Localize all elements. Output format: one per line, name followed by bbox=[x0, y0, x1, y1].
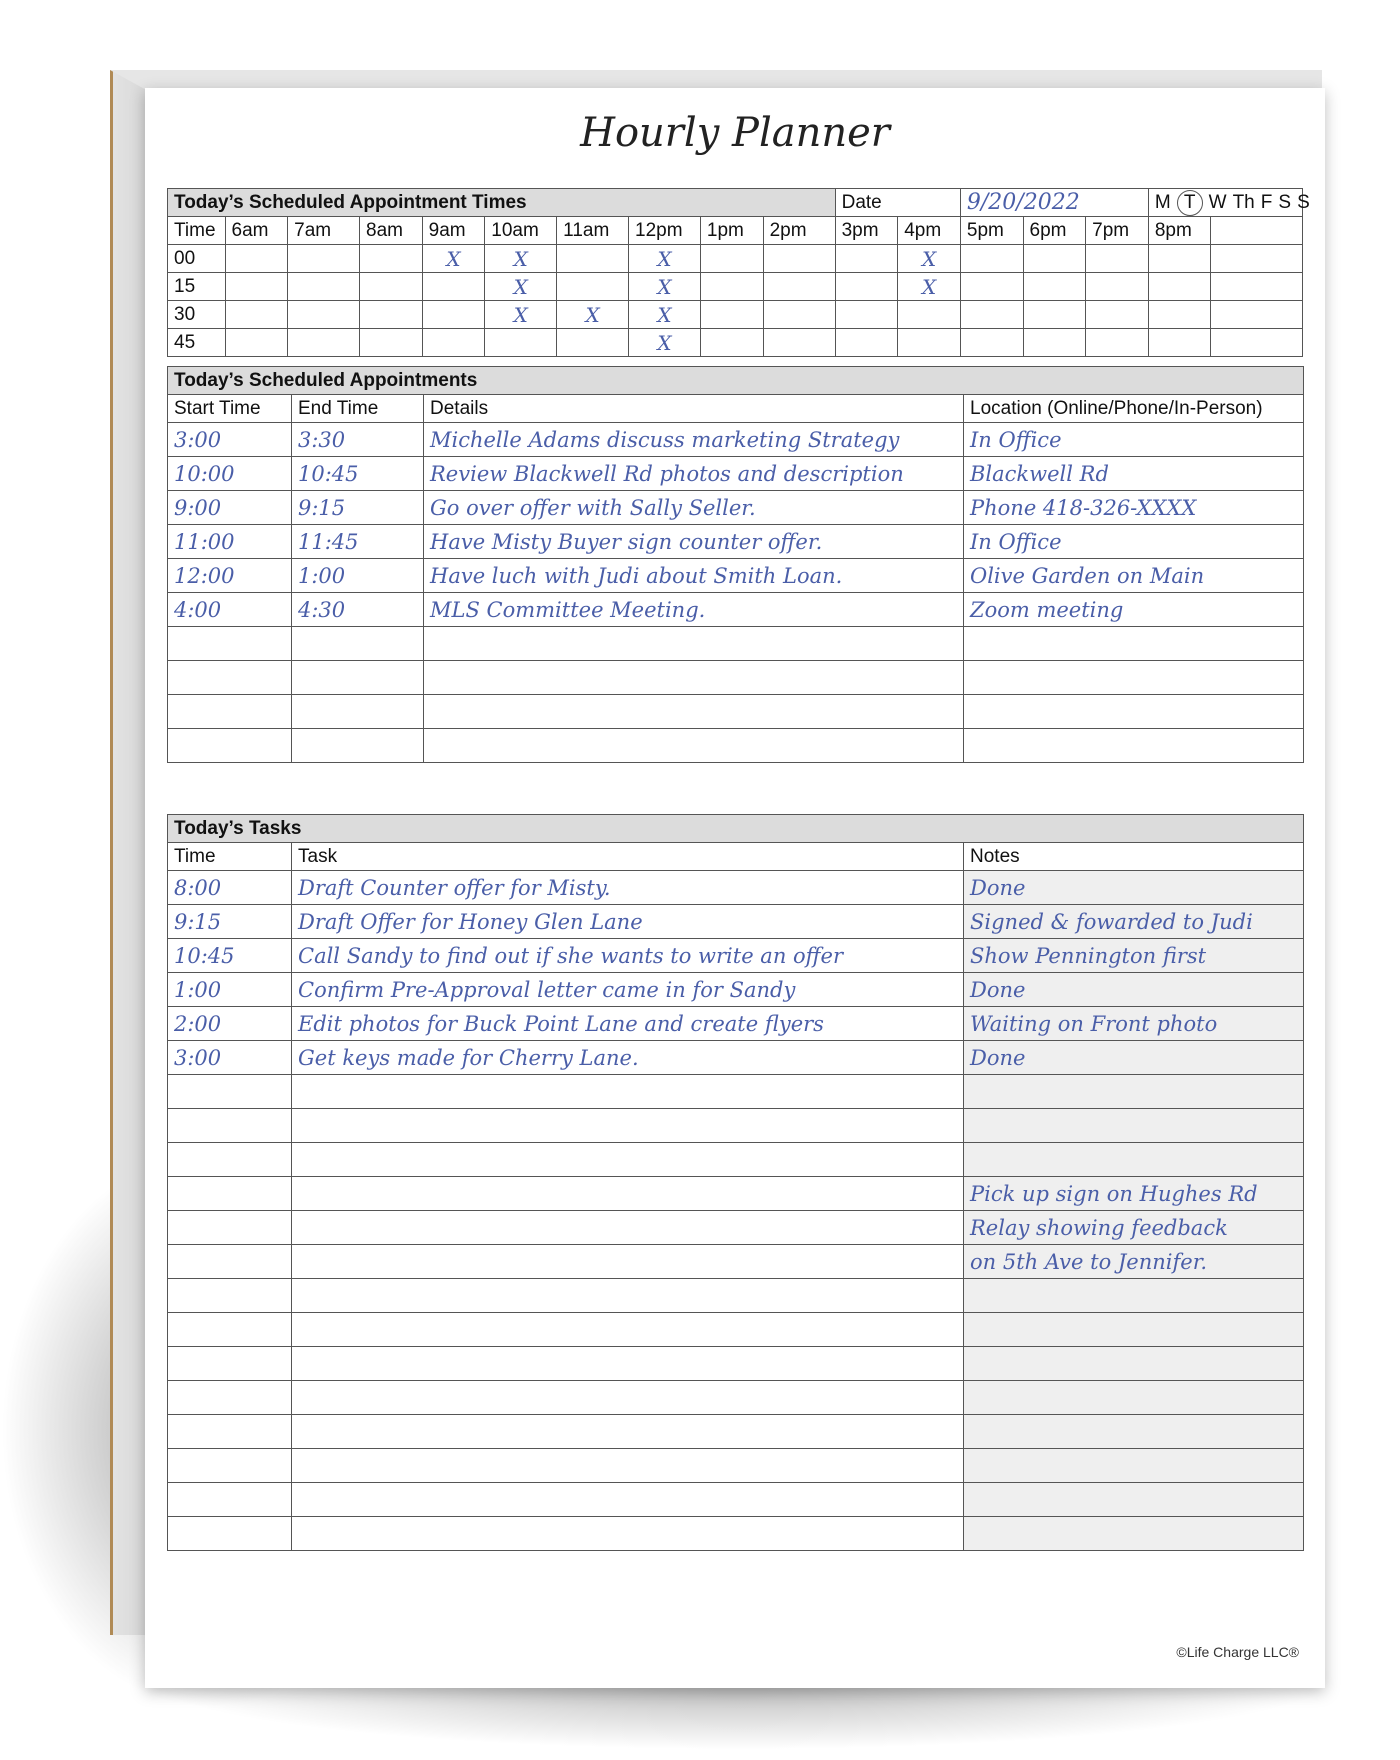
hour-header: 8pm bbox=[1148, 217, 1211, 245]
time-slot-cell[interactable]: X bbox=[898, 245, 961, 273]
appointment-details[interactable]: Have Misty Buyer sign counter offer. bbox=[424, 525, 964, 559]
appointment-end[interactable]: 1:00 bbox=[292, 559, 424, 593]
time-slot-cell[interactable]: X bbox=[629, 245, 701, 273]
task-time[interactable] bbox=[168, 1177, 292, 1211]
date-value: 9/20/2022 bbox=[960, 189, 1148, 217]
tasks-table bbox=[167, 814, 1304, 1551]
task-time[interactable] bbox=[168, 1483, 292, 1517]
appointment-end[interactable] bbox=[292, 695, 424, 729]
appointment-end[interactable] bbox=[292, 729, 424, 763]
time-slot-cell[interactable] bbox=[960, 301, 1023, 329]
appointments-column-header: Location (Online/Phone/In-Person) bbox=[964, 395, 1304, 423]
time-slot-cell[interactable] bbox=[1148, 245, 1211, 273]
time-slot-cell[interactable] bbox=[360, 329, 423, 357]
task-text[interactable] bbox=[292, 1449, 964, 1483]
minute-row bbox=[168, 245, 1303, 273]
appointment-end[interactable]: 11:45 bbox=[292, 525, 424, 559]
appointment-location[interactable] bbox=[964, 627, 1304, 661]
blank-cell bbox=[1211, 273, 1303, 301]
task-notes[interactable]: Done bbox=[964, 1041, 1304, 1075]
time-slot-cell[interactable] bbox=[288, 301, 360, 329]
time-slot-cell[interactable] bbox=[1086, 329, 1149, 357]
time-slot-cell[interactable] bbox=[1023, 245, 1086, 273]
task-row bbox=[168, 1211, 1304, 1245]
appointments-column-header: End Time bbox=[292, 395, 424, 423]
tasks-column-header: Notes bbox=[964, 843, 1304, 871]
time-slot-cell[interactable] bbox=[422, 329, 485, 357]
appointment-details[interactable] bbox=[424, 661, 964, 695]
time-slot-cell[interactable]: X bbox=[629, 329, 701, 357]
appointment-start[interactable]: 9:00 bbox=[168, 491, 292, 525]
task-row bbox=[168, 1279, 1304, 1313]
weekday-1: T bbox=[1177, 190, 1203, 216]
hour-header: 8am bbox=[360, 217, 423, 245]
appointment-location[interactable] bbox=[964, 729, 1304, 763]
task-time[interactable] bbox=[168, 1381, 292, 1415]
appointment-row bbox=[168, 661, 1304, 695]
task-text[interactable] bbox=[292, 1517, 964, 1551]
hour-header: 11am bbox=[557, 217, 629, 245]
time-slot-cell[interactable] bbox=[960, 245, 1023, 273]
appointment-row bbox=[168, 525, 1304, 559]
hour-header: 6am bbox=[225, 217, 288, 245]
task-text[interactable] bbox=[292, 1483, 964, 1517]
task-text[interactable] bbox=[292, 1177, 964, 1211]
task-row bbox=[168, 1313, 1304, 1347]
minute-label: 00 bbox=[168, 245, 226, 273]
blank-cell bbox=[1211, 301, 1303, 329]
hour-header: 3pm bbox=[835, 217, 898, 245]
task-text[interactable]: Confirm Pre-Approval letter came in for Sandy bbox=[292, 973, 964, 1007]
appointment-start[interactable] bbox=[168, 695, 292, 729]
task-notes[interactable] bbox=[964, 1109, 1304, 1143]
appointment-details[interactable]: Have luch with Judi about Smith Loan. bbox=[424, 559, 964, 593]
time-slot-cell[interactable] bbox=[1148, 301, 1211, 329]
appointment-location[interactable]: In Office bbox=[964, 525, 1304, 559]
task-row bbox=[168, 1007, 1304, 1041]
appointment-row bbox=[168, 491, 1304, 525]
appointment-details[interactable] bbox=[424, 695, 964, 729]
task-row bbox=[168, 905, 1304, 939]
task-time[interactable] bbox=[168, 1279, 292, 1313]
task-time[interactable]: 8:00 bbox=[168, 871, 292, 905]
minute-row bbox=[168, 301, 1303, 329]
appointment-start[interactable]: 12:00 bbox=[168, 559, 292, 593]
task-row bbox=[168, 1177, 1304, 1211]
hour-header: 7am bbox=[288, 217, 360, 245]
appointment-end[interactable] bbox=[292, 627, 424, 661]
task-row bbox=[168, 1347, 1304, 1381]
weekday-6: S bbox=[1297, 191, 1310, 213]
minute-label: 15 bbox=[168, 273, 226, 301]
appointment-location[interactable]: Phone 418-326-XXXX bbox=[964, 491, 1304, 525]
task-row bbox=[168, 973, 1304, 1007]
blank-cell bbox=[1211, 217, 1303, 245]
time-slot-cell[interactable] bbox=[557, 273, 629, 301]
time-slot-cell[interactable] bbox=[835, 301, 898, 329]
time-slot-cell[interactable]: X bbox=[485, 245, 557, 273]
appointment-row bbox=[168, 423, 1304, 457]
appointment-details[interactable]: Michelle Adams discuss marketing Strategy bbox=[424, 423, 964, 457]
weekday-2: W bbox=[1208, 191, 1227, 213]
time-slot-cell[interactable]: X bbox=[485, 273, 557, 301]
task-row bbox=[168, 1483, 1304, 1517]
task-notes[interactable]: Done bbox=[964, 973, 1304, 1007]
task-text[interactable] bbox=[292, 1347, 964, 1381]
appointment-row bbox=[168, 729, 1304, 763]
planner-sheet bbox=[145, 88, 1325, 1688]
appointment-start[interactable] bbox=[168, 627, 292, 661]
time-slot-cell[interactable] bbox=[557, 329, 629, 357]
task-row bbox=[168, 1109, 1304, 1143]
time-slot-cell[interactable] bbox=[700, 301, 763, 329]
time-slot-cell[interactable] bbox=[422, 273, 485, 301]
task-notes[interactable] bbox=[964, 1449, 1304, 1483]
time-slot-cell[interactable] bbox=[225, 301, 288, 329]
time-slot-cell[interactable] bbox=[1086, 273, 1149, 301]
blank-cell bbox=[1211, 329, 1303, 357]
appointment-end[interactable]: 3:30 bbox=[292, 423, 424, 457]
appointment-details[interactable]: MLS Committee Meeting. bbox=[424, 593, 964, 627]
hour-header: 5pm bbox=[960, 217, 1023, 245]
task-notes[interactable] bbox=[964, 1313, 1304, 1347]
task-notes[interactable]: Show Pennington first bbox=[964, 939, 1304, 973]
task-notes[interactable] bbox=[964, 1381, 1304, 1415]
time-slot-cell[interactable]: X bbox=[485, 301, 557, 329]
appointment-times-table bbox=[167, 188, 1310, 357]
time-slot-cell[interactable] bbox=[360, 245, 423, 273]
task-row bbox=[168, 1041, 1304, 1075]
time-slot-cell[interactable] bbox=[288, 245, 360, 273]
time-slot-cell[interactable]: X bbox=[898, 273, 961, 301]
task-time[interactable] bbox=[168, 1415, 292, 1449]
time-slot-cell[interactable] bbox=[1023, 301, 1086, 329]
task-text[interactable] bbox=[292, 1415, 964, 1449]
task-time[interactable]: 1:00 bbox=[168, 973, 292, 1007]
task-row bbox=[168, 1381, 1304, 1415]
time-slot-cell[interactable] bbox=[700, 273, 763, 301]
appointment-row bbox=[168, 627, 1304, 661]
task-text[interactable] bbox=[292, 1211, 964, 1245]
appointments-columns-row bbox=[168, 395, 1304, 423]
task-text[interactable]: Draft Offer for Honey Glen Lane bbox=[292, 905, 964, 939]
time-slot-cell[interactable]: X bbox=[629, 301, 701, 329]
hour-header: 9am bbox=[422, 217, 485, 245]
task-time[interactable]: 9:15 bbox=[168, 905, 292, 939]
time-slot-cell[interactable] bbox=[422, 301, 485, 329]
time-label: Time bbox=[168, 217, 226, 245]
times-header-row bbox=[168, 189, 1303, 217]
minute-row bbox=[168, 329, 1303, 357]
task-notes[interactable] bbox=[964, 1075, 1304, 1109]
task-time[interactable] bbox=[168, 1517, 292, 1551]
appointment-location[interactable]: Blackwell Rd bbox=[964, 457, 1304, 491]
appointment-end[interactable]: 4:30 bbox=[292, 593, 424, 627]
time-slot-cell[interactable] bbox=[700, 245, 763, 273]
task-text[interactable]: Get keys made for Cherry Lane. bbox=[292, 1041, 964, 1075]
date-label: Date bbox=[835, 189, 960, 217]
hour-header: 1pm bbox=[700, 217, 763, 245]
task-row bbox=[168, 1517, 1304, 1551]
task-text[interactable] bbox=[292, 1143, 964, 1177]
task-text[interactable] bbox=[292, 1313, 964, 1347]
task-row bbox=[168, 1143, 1304, 1177]
time-slot-cell[interactable] bbox=[225, 329, 288, 357]
appointment-end[interactable] bbox=[292, 661, 424, 695]
time-slot-cell[interactable] bbox=[835, 273, 898, 301]
appointment-start[interactable] bbox=[168, 661, 292, 695]
time-slot-cell[interactable] bbox=[1023, 329, 1086, 357]
task-notes[interactable] bbox=[964, 1279, 1304, 1313]
minute-label: 30 bbox=[168, 301, 226, 329]
appointment-start[interactable]: 10:00 bbox=[168, 457, 292, 491]
hour-header: 6pm bbox=[1023, 217, 1086, 245]
task-notes[interactable]: Signed & fowarded to Judi bbox=[964, 905, 1304, 939]
tasks-column-header: Time bbox=[168, 843, 292, 871]
task-notes[interactable] bbox=[964, 1143, 1304, 1177]
task-row bbox=[168, 939, 1304, 973]
appointment-details[interactable]: Review Blackwell Rd photos and description bbox=[424, 457, 964, 491]
appointment-end[interactable]: 10:45 bbox=[292, 457, 424, 491]
weekday-0: M bbox=[1154, 191, 1171, 213]
appointments-column-header: Details bbox=[424, 395, 964, 423]
appointment-end[interactable]: 9:15 bbox=[292, 491, 424, 525]
time-slot-cell[interactable] bbox=[835, 245, 898, 273]
time-slot-cell[interactable]: X bbox=[629, 273, 701, 301]
appointment-details[interactable] bbox=[424, 627, 964, 661]
blank-cell bbox=[1211, 245, 1303, 273]
time-slot-cell[interactable] bbox=[700, 329, 763, 357]
hour-header: 4pm bbox=[898, 217, 961, 245]
hour-header: 7pm bbox=[1086, 217, 1149, 245]
appointment-row bbox=[168, 695, 1304, 729]
tasks-heading-row bbox=[168, 815, 1304, 843]
task-time[interactable] bbox=[168, 1449, 292, 1483]
task-time[interactable] bbox=[168, 1143, 292, 1177]
time-slot-cell[interactable] bbox=[763, 301, 835, 329]
time-slot-cell[interactable]: X bbox=[557, 301, 629, 329]
appointment-location[interactable]: In Office bbox=[964, 423, 1304, 457]
appointment-start[interactable]: 4:00 bbox=[168, 593, 292, 627]
appointments-column-header: Start Time bbox=[168, 395, 292, 423]
hours-row bbox=[168, 217, 1303, 245]
time-slot-cell[interactable] bbox=[1023, 273, 1086, 301]
weekday-5: S bbox=[1278, 191, 1292, 213]
task-row bbox=[168, 871, 1304, 905]
time-slot-cell[interactable] bbox=[288, 329, 360, 357]
task-text[interactable]: Edit photos for Buck Point Lane and create flyers bbox=[292, 1007, 964, 1041]
task-time[interactable] bbox=[168, 1313, 292, 1347]
time-slot-cell[interactable] bbox=[360, 301, 423, 329]
appointment-times-heading: Today’s Scheduled Appointment Times bbox=[168, 189, 836, 217]
time-slot-cell[interactable] bbox=[763, 329, 835, 357]
task-row bbox=[168, 1415, 1304, 1449]
time-slot-cell[interactable] bbox=[1086, 245, 1149, 273]
pad-top-edge bbox=[110, 70, 1322, 90]
time-slot-cell[interactable] bbox=[898, 329, 961, 357]
task-time[interactable] bbox=[168, 1109, 292, 1143]
time-slot-cell[interactable] bbox=[557, 245, 629, 273]
copyright-text: ©Life Charge LLC® bbox=[1176, 1644, 1299, 1660]
task-notes[interactable]: Done bbox=[964, 871, 1304, 905]
weekday-selector bbox=[1148, 189, 1310, 217]
task-row bbox=[168, 1245, 1304, 1279]
task-notes[interactable]: Relay showing feedback bbox=[964, 1211, 1304, 1245]
task-notes[interactable] bbox=[964, 1517, 1304, 1551]
task-notes[interactable]: Pick up sign on Hughes Rd bbox=[964, 1177, 1304, 1211]
hour-header: 10am bbox=[485, 217, 557, 245]
tasks-columns-row bbox=[168, 843, 1304, 871]
appointment-details[interactable]: Go over offer with Sally Seller. bbox=[424, 491, 964, 525]
time-slot-cell[interactable] bbox=[288, 273, 360, 301]
hour-header: 12pm bbox=[629, 217, 701, 245]
task-notes[interactable]: on 5th Ave to Jennifer. bbox=[964, 1245, 1304, 1279]
time-slot-cell[interactable] bbox=[225, 245, 288, 273]
task-row bbox=[168, 1075, 1304, 1109]
pad-edge bbox=[110, 70, 146, 1635]
appointment-row bbox=[168, 457, 1304, 491]
appointment-details[interactable] bbox=[424, 729, 964, 763]
hour-header: 2pm bbox=[763, 217, 835, 245]
time-slot-cell[interactable]: X bbox=[422, 245, 485, 273]
appointments-table bbox=[167, 366, 1304, 763]
page-title: Hourly Planner bbox=[580, 110, 890, 156]
task-time[interactable]: 3:00 bbox=[168, 1041, 292, 1075]
task-time[interactable] bbox=[168, 1245, 292, 1279]
time-slot-cell[interactable] bbox=[360, 273, 423, 301]
appointment-start[interactable] bbox=[168, 729, 292, 763]
task-text[interactable] bbox=[292, 1381, 964, 1415]
time-slot-cell[interactable] bbox=[1086, 301, 1149, 329]
appointment-location[interactable]: Zoom meeting bbox=[964, 593, 1304, 627]
task-time[interactable] bbox=[168, 1075, 292, 1109]
task-time[interactable] bbox=[168, 1347, 292, 1381]
tasks-heading: Today’s Tasks bbox=[168, 815, 1304, 843]
appointments-heading-row bbox=[168, 367, 1304, 395]
task-text[interactable] bbox=[292, 1075, 964, 1109]
appointment-start[interactable]: 11:00 bbox=[168, 525, 292, 559]
task-time[interactable] bbox=[168, 1211, 292, 1245]
time-slot-cell[interactable] bbox=[1148, 329, 1211, 357]
appointment-location[interactable] bbox=[964, 661, 1304, 695]
time-slot-cell[interactable] bbox=[835, 329, 898, 357]
minute-row bbox=[168, 273, 1303, 301]
tasks-column-header: Task bbox=[292, 843, 964, 871]
time-slot-cell[interactable] bbox=[763, 273, 835, 301]
minute-label: 45 bbox=[168, 329, 226, 357]
task-text[interactable]: Draft Counter offer for Misty. bbox=[292, 871, 964, 905]
appointment-location[interactable]: Olive Garden on Main bbox=[964, 559, 1304, 593]
appointment-location[interactable] bbox=[964, 695, 1304, 729]
task-text[interactable] bbox=[292, 1279, 964, 1313]
task-time[interactable]: 10:45 bbox=[168, 939, 292, 973]
task-row bbox=[168, 1449, 1304, 1483]
appointment-row bbox=[168, 559, 1304, 593]
appointments-heading: Today’s Scheduled Appointments bbox=[168, 367, 1304, 395]
task-notes[interactable] bbox=[964, 1347, 1304, 1381]
task-text[interactable] bbox=[292, 1109, 964, 1143]
task-notes[interactable] bbox=[964, 1483, 1304, 1517]
task-text[interactable]: Call Sandy to find out if she wants to write an offer bbox=[292, 939, 964, 973]
task-time[interactable]: 2:00 bbox=[168, 1007, 292, 1041]
task-text[interactable] bbox=[292, 1245, 964, 1279]
time-slot-cell[interactable] bbox=[1148, 273, 1211, 301]
time-slot-cell[interactable] bbox=[763, 245, 835, 273]
time-slot-cell[interactable] bbox=[485, 329, 557, 357]
appointment-row bbox=[168, 593, 1304, 627]
task-notes[interactable] bbox=[964, 1415, 1304, 1449]
time-slot-cell[interactable] bbox=[960, 329, 1023, 357]
time-slot-cell[interactable] bbox=[898, 301, 961, 329]
time-slot-cell[interactable] bbox=[960, 273, 1023, 301]
weekday-4: F bbox=[1260, 191, 1273, 213]
time-slot-cell[interactable] bbox=[225, 273, 288, 301]
weekday-3: Th bbox=[1232, 191, 1255, 213]
appointment-start[interactable]: 3:00 bbox=[168, 423, 292, 457]
task-notes[interactable]: Waiting on Front photo bbox=[964, 1007, 1304, 1041]
